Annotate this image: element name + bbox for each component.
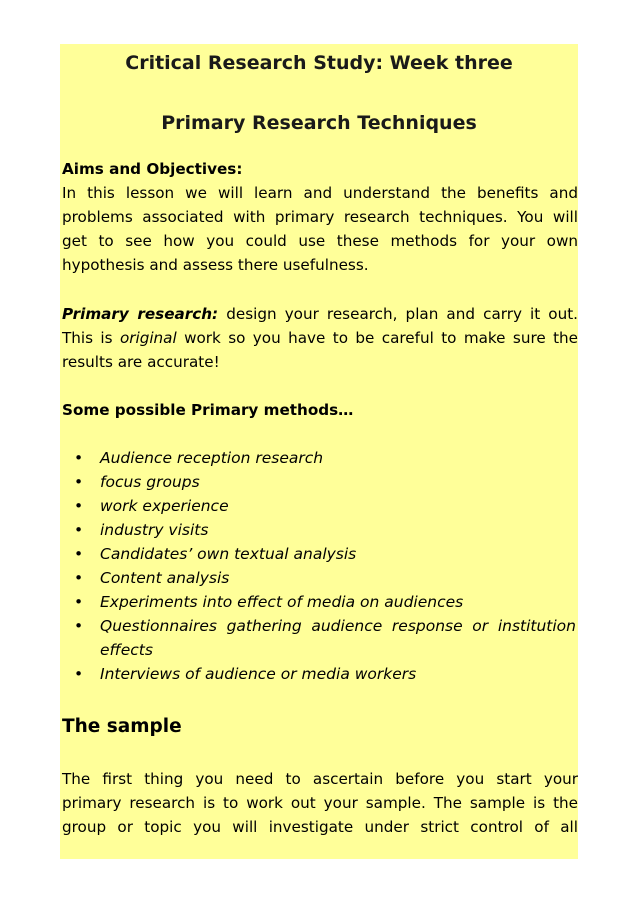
list-item [72, 446, 576, 470]
primary-research-term: Primary research: [62, 305, 219, 323]
primary-line-2-a: This is [62, 329, 120, 347]
list-item-text: Audience reception research [100, 449, 324, 467]
list-item [72, 470, 576, 494]
aims-line-1: In this lesson we will learn and understand the benefits and [62, 184, 578, 202]
primary-line-2-b: work so you have to be careful to make sure the [176, 329, 578, 347]
sample-line-3: group or topic you will investigate under strict control of all [62, 818, 578, 836]
aims-line-3: get to see how you could use these methods for your own [62, 232, 578, 250]
aims-heading: Aims and Objectives: [62, 160, 243, 178]
primary-line-1-text: design your research, plan and carry it out. [218, 305, 578, 323]
list-item [72, 494, 576, 518]
sample-heading: The sample [62, 716, 182, 737]
list-item [72, 662, 576, 686]
list-item-text: work experience [100, 497, 229, 515]
bullet-icon: • [74, 569, 84, 587]
list-item-text: Experiments into effect of media on audiences [100, 593, 464, 611]
bullet-icon: • [74, 593, 84, 611]
bullet-icon: • [74, 545, 84, 563]
list-item [72, 566, 576, 590]
bullet-icon: • [74, 665, 84, 683]
list-item-text: Content analysis [100, 569, 230, 587]
document-subtitle: Primary Research Techniques [161, 112, 477, 134]
list-item-text: Candidates’ own textual analysis [100, 545, 357, 563]
document-title: Critical Research Study: Week three [125, 52, 513, 74]
methods-list [72, 446, 576, 686]
primary-line-2 [62, 326, 578, 350]
bullet-icon: • [74, 473, 84, 491]
document-page [60, 44, 578, 859]
sample-line-1: The first thing you need to ascertain before you start your [62, 770, 578, 788]
aims-line-2: problems associated with primary research techniques. You will [62, 208, 578, 226]
list-item [72, 518, 576, 542]
list-item-text: industry visits [100, 521, 209, 539]
list-item [72, 542, 576, 566]
primary-line-1 [62, 302, 578, 326]
sample-line-2: primary research is to work out your sample. The sample is the [62, 794, 578, 812]
original-emphasis: original [119, 329, 177, 347]
list-item-text: Interviews of audience or media workers [100, 665, 417, 683]
methods-heading: Some possible Primary methods… [62, 401, 354, 419]
list-item-continuation: effects [100, 641, 153, 659]
list-item-text: Questionnaires gathering audience response or institution [100, 617, 576, 635]
list-item [72, 590, 576, 614]
bullet-icon: • [74, 449, 84, 467]
bullet-icon: • [74, 521, 84, 539]
primary-line-3: results are accurate! [62, 353, 220, 371]
aims-line-4: hypothesis and assess there usefulness. [62, 256, 369, 274]
bullet-icon: • [74, 497, 84, 515]
bullet-icon: • [74, 617, 84, 635]
list-item [72, 614, 576, 662]
list-item-text: focus groups [100, 473, 200, 491]
